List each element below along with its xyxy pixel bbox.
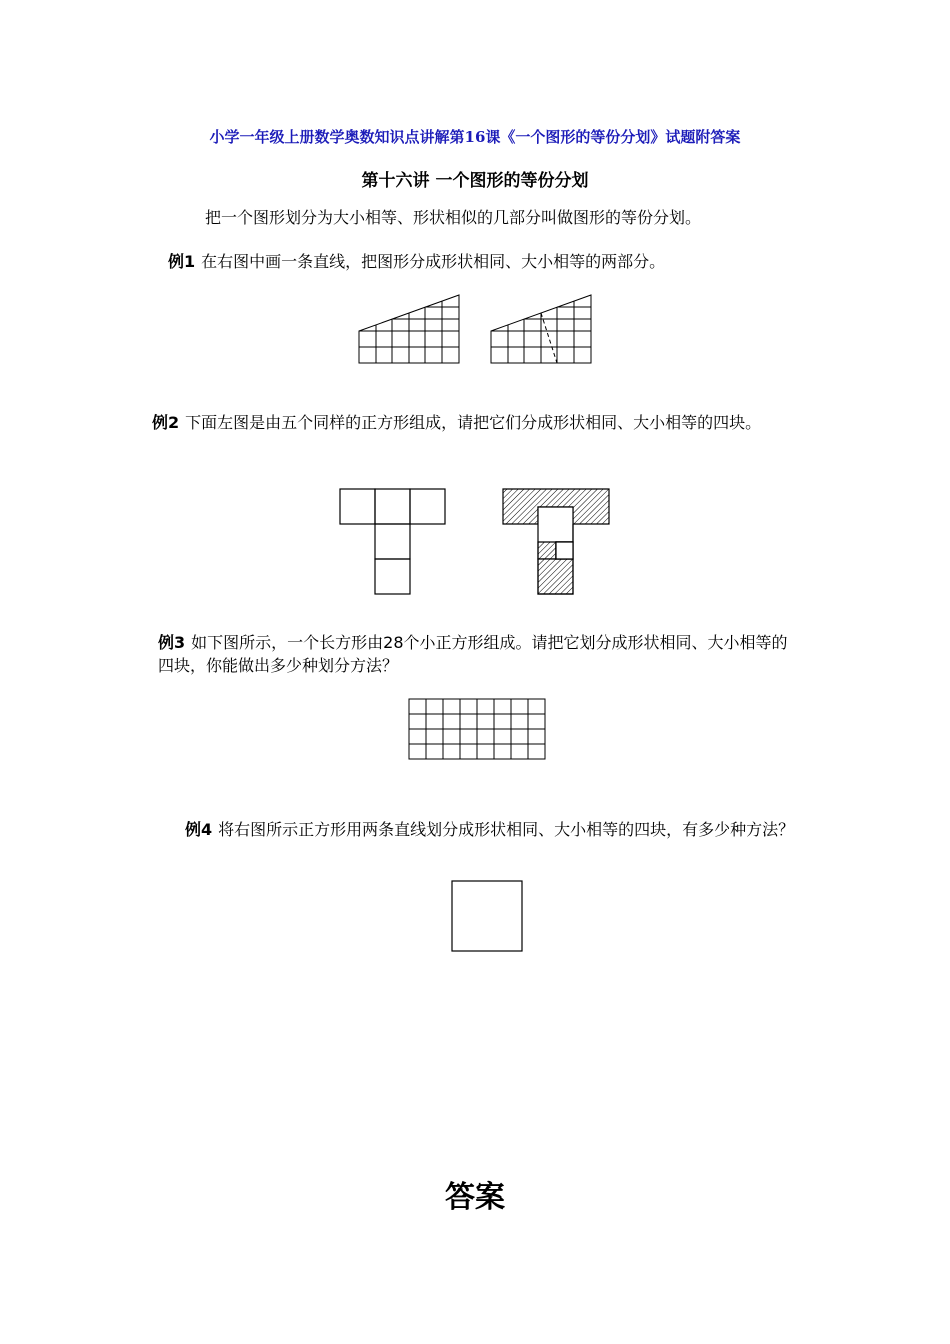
intro-text: 把一个图形划分为大小相等、形状相似的几部分叫做图形的等份分划。 [205, 208, 702, 227]
example-text: 如下图所示，一个长方形由28个小正方形组成。请把它划分成形状相同、大小相等的四块，你能做出多少种划分方法？ [158, 633, 788, 675]
answer-heading: 答案 [445, 1180, 505, 1215]
example-label: 例1 [168, 252, 196, 271]
example-4 [185, 818, 795, 841]
example-2-figure-left [339, 488, 447, 596]
example-label: 例2 [152, 413, 180, 432]
example-2-figure-right [502, 488, 612, 598]
example-label: 例4 [185, 820, 213, 839]
example-1 [168, 250, 788, 273]
example-text: 在右图中画一条直线，把图形分成形状相同、大小相等的两部分。 [201, 252, 666, 271]
example-4-square-figure [451, 880, 523, 952]
example-3-grid-figure [408, 698, 548, 762]
example-1-figure-right [490, 294, 594, 364]
example-3 [158, 631, 788, 677]
example-text: 将右图所示正方形用两条直线划分成形状相同、大小相等的四块，有多少种方法？ [218, 820, 795, 839]
document-title: 小学一年级上册数学奥数知识点讲解第16课《一个图形的等份分划》试题附答案 [209, 128, 741, 146]
example-label: 例3 [158, 633, 186, 652]
example-text: 下面左图是由五个同样的正方形组成，请把它们分成形状相同、大小相等的四块。 [185, 413, 762, 432]
example-1-figure-left [358, 294, 462, 364]
example-2 [152, 411, 792, 434]
lecture-title: 第十六讲 一个图形的等份分划 [361, 171, 589, 191]
